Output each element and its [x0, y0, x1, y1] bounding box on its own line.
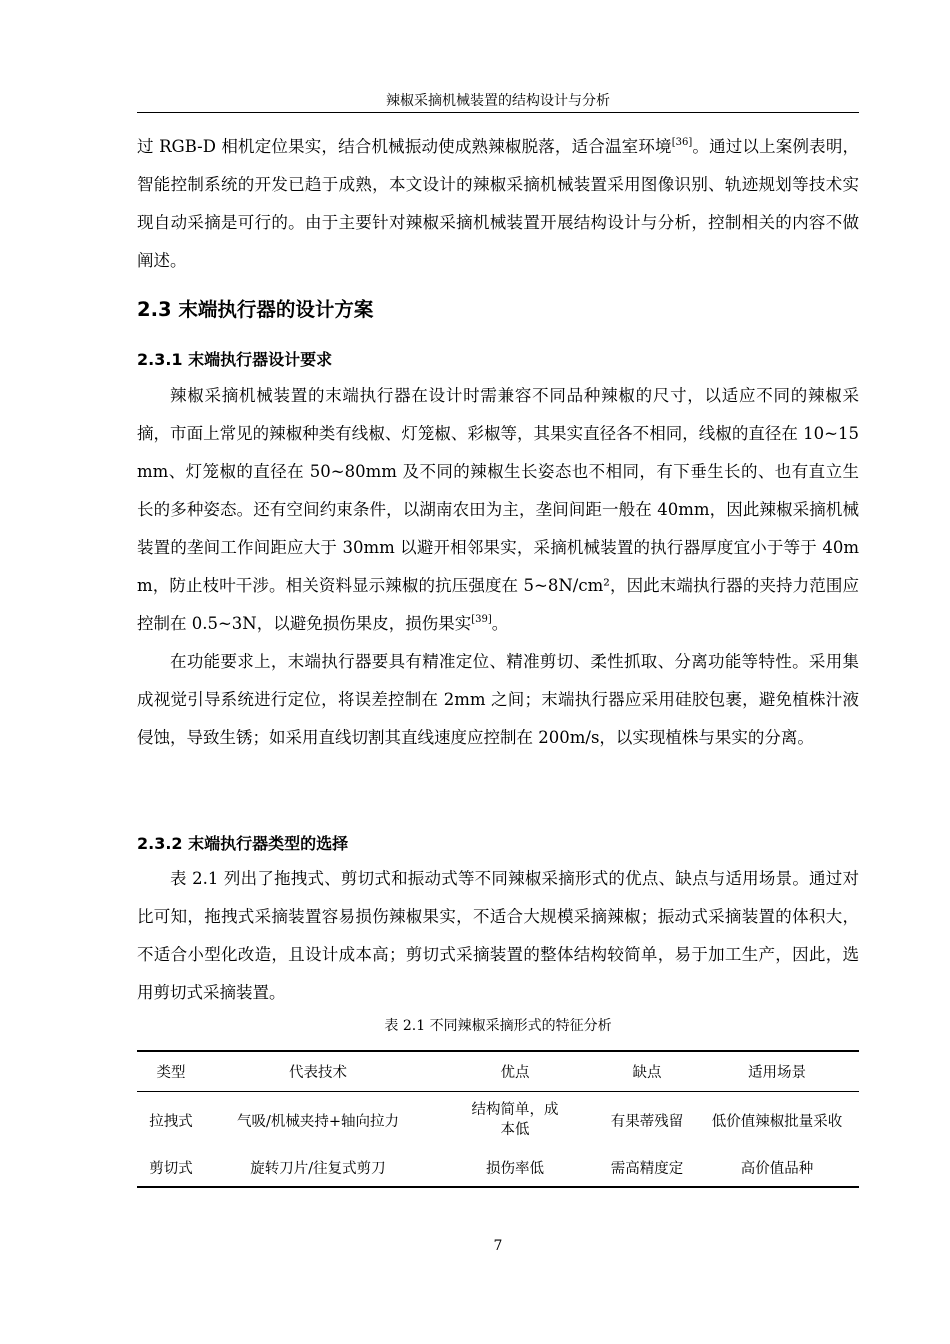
requirements-paragraph-1: [137, 377, 859, 643]
selection-paragraph: 表 2.1 列出了拖拽式、剪切式和振动式等不同辣椒采摘形式的优点、缺点与适用场景。通过对比可知，拖拽式采摘装置容易损伤辣椒果实，不适合大规模采摘辣椒；振动式采摘装置的体积大，不适合小型化改造，且设计成本高；剪切式采摘装置的整体结构较简单，易于加工生产，因此，选用剪切式采摘装置。: [137, 869, 859, 1002]
section-2-3-1-heading: 2.3.1 末端执行器设计要求: [137, 350, 333, 369]
intro-text-1: 过 RGB-D 相机定位果实，结合机械振动使成熟辣椒脱落，适合温室环境: [137, 137, 672, 156]
section-2-3-heading: 2.3 末端执行器的设计方案: [137, 298, 374, 321]
intro-paragraph: [137, 128, 859, 280]
selection-block: [137, 860, 859, 1012]
citation-39: [39]: [471, 614, 492, 625]
table-row: [137, 1091, 859, 1149]
table-cell: 结构简单，成本低: [471, 1102, 559, 1139]
table-cell: 气吸/机械夹持+轴向拉力: [236, 1113, 400, 1130]
page-number: 7: [493, 1238, 503, 1254]
table-cell: 有果蒂残留: [610, 1113, 684, 1130]
table-cell: 拉拽式: [149, 1113, 193, 1130]
feature-table: [137, 1050, 859, 1188]
table-cell: 旋转刀片/往复式剪刀: [205, 1149, 431, 1187]
table-header-row: [137, 1051, 859, 1091]
header-rule: [137, 112, 859, 113]
req-text-1: 辣椒采摘机械装置的末端执行器在设计时需兼容不同品种辣椒的尺寸，以适应不同的辣椒采摘，市面上常见的辣椒种类有线椒、灯笼椒、彩椒等，其果实直径各不相同，线椒的直径在 10~15mm、灯笼椒的直径在 50~80mm 及不同的辣椒生长姿态也不相同，有下垂生长的、也有直立生长的多种姿态。还有空间约束条件，以湖南农田为主，垄间间距一般在 40mm，因此辣椒采摘机械装置的垄间工作间距应大于 30mm 以避开相邻果实，采摘机械装置的执行器厚度宜小于等于 40mm，防止枝叶干涉。相关资料显示辣椒的抗压强度在 5~8N/cm²，因此末端执行器的夹持力范围应控制在 0.5~3N，以避免损伤果皮，损伤果实: [137, 386, 859, 633]
requirements-paragraph-2: 在功能要求上，末端执行器要具有精准定位、精准剪切、柔性抓取、分离功能等特性。采用集成视觉引导系统进行定位，将误差控制在 2mm 之间；末端执行器应采用硅胶包裹，避免植株汁液侵蚀，导致生锈；如采用直线切割其直线速度应控制在 200m/s，以实现植株与果实的分离。: [137, 652, 859, 747]
requirements-block: [137, 377, 859, 757]
table-cell: 低价值辣椒批量采收: [711, 1113, 843, 1130]
intro-text-2: 。通过以上案例表明，智能控制系统的开发已趋于成熟，本文设计的辣椒采摘机械装置采用图像识别、轨迹规划等技术实现自动采摘是可行的。由于主要针对辣椒采摘机械装置开展结构设计与分析，控制相关的内容不做阐述。: [137, 137, 860, 270]
header-cell-scenario: 适用场景: [695, 1051, 859, 1091]
table-cell: 剪切式: [137, 1149, 205, 1187]
table-row: [137, 1149, 859, 1187]
table-cell: 高价值品种: [695, 1149, 859, 1187]
intro-block: [137, 128, 859, 280]
header-cell-type: 类型: [137, 1051, 205, 1091]
header-cell-disadvantages: 缺点: [599, 1051, 695, 1091]
table-cell: 损伤率低: [431, 1149, 599, 1187]
req-text-2: 。: [491, 614, 509, 633]
running-header: 辣椒采摘机械装置的结构设计与分析: [386, 93, 610, 109]
citation-36: [36]: [671, 137, 693, 148]
table-cell: 需高精度定: [599, 1149, 695, 1187]
header-cell-advantages: 优点: [431, 1051, 599, 1091]
section-2-3-2-heading: 2.3.2 末端执行器类型的选择: [137, 834, 349, 853]
table-caption: 表 2.1 不同辣椒采摘形式的特征分析: [384, 1018, 612, 1034]
header-cell-technology: 代表技术: [205, 1051, 431, 1091]
